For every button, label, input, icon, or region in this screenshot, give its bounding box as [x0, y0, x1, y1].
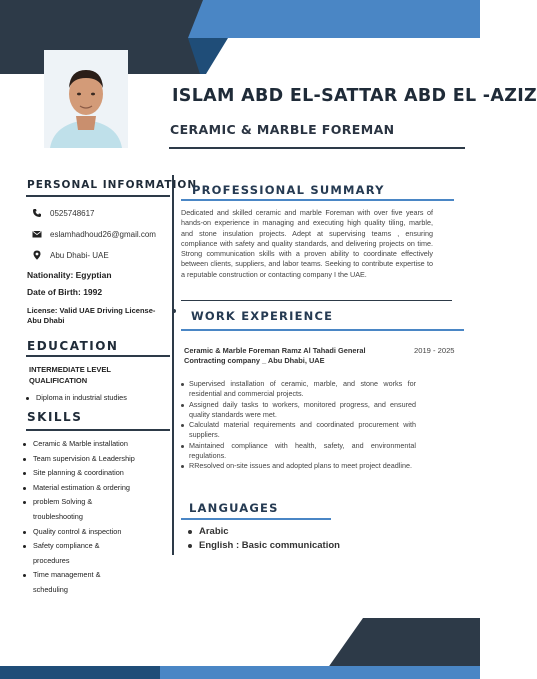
job-role: Ceramic & Marble Foreman Ramz Al Tahadi General Contracting company _ Abu Dhabi, UAE [184, 346, 366, 366]
education-heading: EDUCATION [27, 339, 119, 353]
summary-heading: PROFESSIONAL SUMMARY [192, 183, 385, 197]
mail-icon [32, 229, 42, 239]
summary-text: Dedicated and skilled ceramic and marble Foreman with over five years of hands-on experience in managing and executing high quality tiling, marble, and stone insulation projects. Adept at supervising teams , ensuring compliance with safety and quality standards, and delivering projects on time. Strong communication skills with a proven ability to coordinate effectively between clients, suppliers, and labor teams. Seeking to contribute expertise to a reputable construction or contacting company I the UAE. [181, 208, 433, 279]
driving-license: License: Valid UAE Driving License- Abu Dhabi [27, 306, 156, 325]
education-level: INTERMEDIATE LEVEL QUALIFICATION [29, 365, 111, 385]
date-of-birth: Date of Birth: 1992 [27, 287, 103, 297]
responsibility-item: Maintained compliance with health, safety, and environmental regulations. [180, 441, 416, 462]
skill-item: Team supervision & Leadership [23, 452, 135, 467]
personal-info-heading: PERSONAL INFORMATION [27, 179, 198, 191]
responsibility-item: RResolved on-site issues and adopted plans to meet project deadline. [180, 461, 416, 471]
skills-heading: SKILLS [27, 410, 83, 424]
header-rule [169, 147, 465, 149]
job-dates: 2019 - 2025 [414, 346, 455, 355]
education-item: Diploma in industrial studies [26, 391, 166, 406]
column-divider [172, 175, 174, 555]
responsibility-item: Supervised installation of ceramic, marble, and stone works for residential and commercial projects. [180, 379, 416, 400]
phone-number: 0525748617 [50, 208, 95, 218]
education-list [26, 391, 166, 406]
skill-item: Safety compliance & procedures [23, 539, 135, 568]
responsibilities-list [180, 379, 416, 472]
languages-list [187, 525, 407, 553]
job-title: CERAMIC & MARBLE FOREMAN [170, 122, 395, 137]
phone-icon [32, 208, 42, 218]
responsibility-item: Assigned daily tasks to workers, monitored progress, and ensured quality standards were met. [180, 400, 416, 421]
skill-item: Material estimation & ordering [23, 481, 135, 496]
skill-item: problem Solving & troubleshooting [23, 495, 135, 524]
skill-item: Ceramic & Marble installation [23, 437, 135, 452]
top-right-band [188, 0, 480, 38]
experience-heading: WORK EXPERIENCE [191, 309, 334, 323]
email-address: eslamhadhoud26@gmail.com [50, 229, 156, 239]
profile-photo [44, 50, 128, 148]
full-name: ISLAM ABD EL-SATTAR ABD EL -AZIZ [172, 86, 537, 106]
language-item: Arabic [187, 525, 407, 539]
skills-list [23, 437, 135, 598]
location-row [32, 250, 109, 260]
divider-dot [172, 309, 176, 313]
phone-row [32, 208, 95, 218]
location-pin-icon [32, 250, 42, 260]
languages-heading: LANGUAGES [189, 501, 279, 515]
nationality: Nationality: Egyptian [27, 270, 112, 280]
skill-item: Site planning & coordination [23, 466, 135, 481]
language-item: English : Basic communication [187, 539, 407, 553]
responsibility-item: Calculatd material requirements and coordinated procurement with suppliers. [180, 420, 416, 441]
skill-item: Quality control & inspection [23, 525, 135, 540]
skill-item: Time management & scheduling [23, 568, 135, 597]
email-row [32, 229, 156, 239]
location: Abu Dhabi- UAE [50, 250, 109, 260]
